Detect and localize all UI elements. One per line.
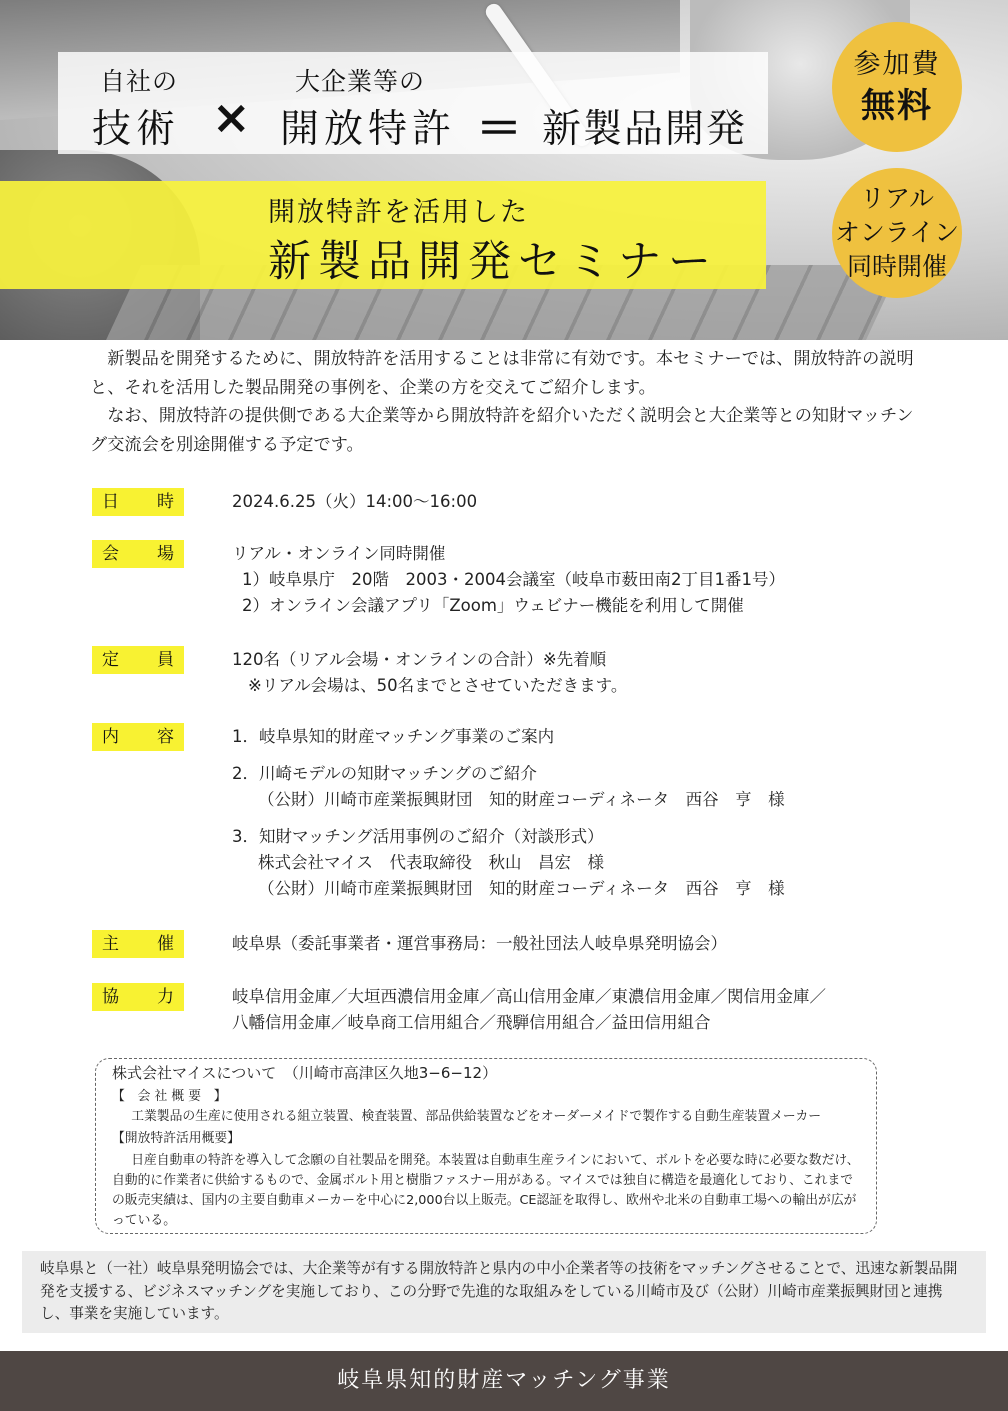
company-overview-text: 工業製品の生産に使用される組立装置、検査装置、部品供給装置などをオーダーメイドで製作する自動生産装置メーカー	[131, 1109, 822, 1124]
result-label: 新製品開発	[542, 107, 748, 152]
company-usage-label: 【開放特許活用概要】	[112, 1131, 240, 1146]
hybrid-badge-line3: 同時開催	[846, 252, 947, 281]
hybrid-badge	[832, 168, 962, 298]
content-label	[92, 723, 184, 751]
capacity-label-char1: 定	[102, 650, 119, 670]
date-label	[92, 488, 184, 516]
seminar-title: 新製品開発セミナー	[268, 237, 718, 287]
content-label-char2: 容	[157, 727, 174, 747]
about-text: 岐阜県と（一社）岐阜県発明協会では、大企業等が有する開放特許と県内の中小企業者等の技術をマッチングさせることで、迅速な新製品開発を支援する、ビジネスマッチングを実施しており、この分野で先進的な取組みをしている川崎市及び（公財）川崎市産業振興財団と連携し、事業を実施しています。	[40, 1260, 958, 1322]
capacity-line1: 120名（リアル会場・オンラインの合計）※先着順	[232, 650, 607, 669]
equals-symbol: ＝	[476, 101, 522, 155]
intro-text	[90, 345, 930, 459]
organizer-label	[92, 930, 184, 958]
company-heading: 株式会社マイスについて （川崎市高津区久地3−6−12）	[112, 1064, 498, 1082]
company-overview-label: 【 会 社 概 要 】	[112, 1089, 227, 1104]
content-item-3-speaker-1: 株式会社マイス 代表取締役 秋山 昌宏 様	[258, 853, 605, 872]
content-item-3-speaker-2: （公財）川崎市産業振興財団 知的財産コーディネータ 西谷 亨 様	[258, 879, 785, 898]
mid-small-label: 大企業等の	[295, 67, 426, 96]
venue-line3: 2）オンライン会議アプリ「Zoom」ウェビナー機能を利用して開催	[242, 596, 744, 615]
organizer-label-char2: 催	[157, 934, 174, 954]
venue-label-char2: 場	[157, 544, 174, 564]
organizer-label-char1: 主	[102, 934, 119, 954]
company-usage-text: 日産自動車の特許を導入して念願の自社製品を開発。本装置は自動車生産ラインにおいて、ボルトを必要な時に必要な数だけ、自動的に作業者に供給するもので、金属ボルト用と樹脂ファスナー用がある。マイスでは独自に構造を最適化しており、これまでの販売実績は、国内の主要自動車メーカーを中心に2,000台以上販売。CE認証を取得し、欧州や北米の自動車工場への輸出が広がっている。	[112, 1153, 860, 1228]
hybrid-badge-line1: リアル	[859, 184, 934, 213]
cooperation-label	[92, 983, 184, 1011]
intro-paragraph-1: 新製品を開発するために、開放特許を活用することは非常に有効です。本セミナーでは、開放特許の説明と、それを活用した製品開発の事例を、企業の方を交えてご紹介します。	[90, 349, 914, 398]
venue-label-char1: 会	[102, 544, 119, 564]
capacity-label-char2: 員	[157, 650, 174, 670]
organizer-value: 岐阜県（委託事業者・運営事務局：一般社団法人岐阜県発明協会）	[232, 934, 727, 953]
content-item-2-speaker: （公財）川崎市産業振興財団 知的財産コーディネータ 西谷 亨 様	[258, 790, 785, 809]
capacity-label	[92, 646, 184, 674]
seminar-subtitle: 開放特許を活用した	[268, 197, 529, 228]
venue-line1: リアル・オンライン同時開催	[232, 544, 446, 563]
content-item-3: 3．知財マッチング活用事例のご紹介（対談形式）	[232, 827, 604, 846]
fee-badge-line1: 参加費	[853, 49, 941, 80]
venue-line2: 1）岐阜県庁 20階 2003・2004会議室（岐阜市薮田南2丁目1番1号）	[242, 570, 785, 589]
fee-badge-line2: 無料	[861, 86, 933, 126]
content-label-char1: 内	[102, 727, 119, 747]
date-label-char1: 日	[102, 492, 119, 512]
date-label-char2: 時	[157, 492, 174, 512]
capacity-line2: ※リアル会場は、50名までとさせていただきます。	[248, 676, 628, 695]
hybrid-badge-line2: オンライン	[834, 218, 960, 247]
date-value: 2024.6.25（火）14:00～16:00	[232, 492, 478, 511]
content-item-2: 2．川崎モデルの知財マッチングのご紹介	[232, 764, 537, 783]
cooperation-label-char1: 協	[102, 987, 119, 1007]
cooperation-label-char2: 力	[157, 987, 174, 1007]
left-big-label: 技術	[92, 107, 181, 152]
cooperation-line2: 八幡信用金庫／岐阜商工信用組合／飛騨信用組合／益田信用組合	[232, 1013, 711, 1032]
footer-bar: 岐阜県知的財産マッチング事業	[0, 1351, 1008, 1411]
content-item-1: 1．岐阜県知的財産マッチング事業のご案内	[232, 727, 555, 746]
intro-paragraph-2: なお、開放特許の提供側である大企業等から開放特許を紹介いただく説明会と大企業等との知財マッチング交流会を別途開催する予定です。	[90, 406, 914, 455]
cooperation-line1: 岐阜信用金庫／大垣西濃信用金庫／高山信用金庫／東濃信用金庫／関信用金庫／	[232, 987, 826, 1006]
venue-label	[92, 540, 184, 568]
left-small-label: 自社の	[100, 67, 179, 96]
mid-big-label: 開放特許	[280, 107, 457, 152]
times-symbol: ×	[212, 90, 251, 144]
fee-badge	[832, 22, 962, 152]
